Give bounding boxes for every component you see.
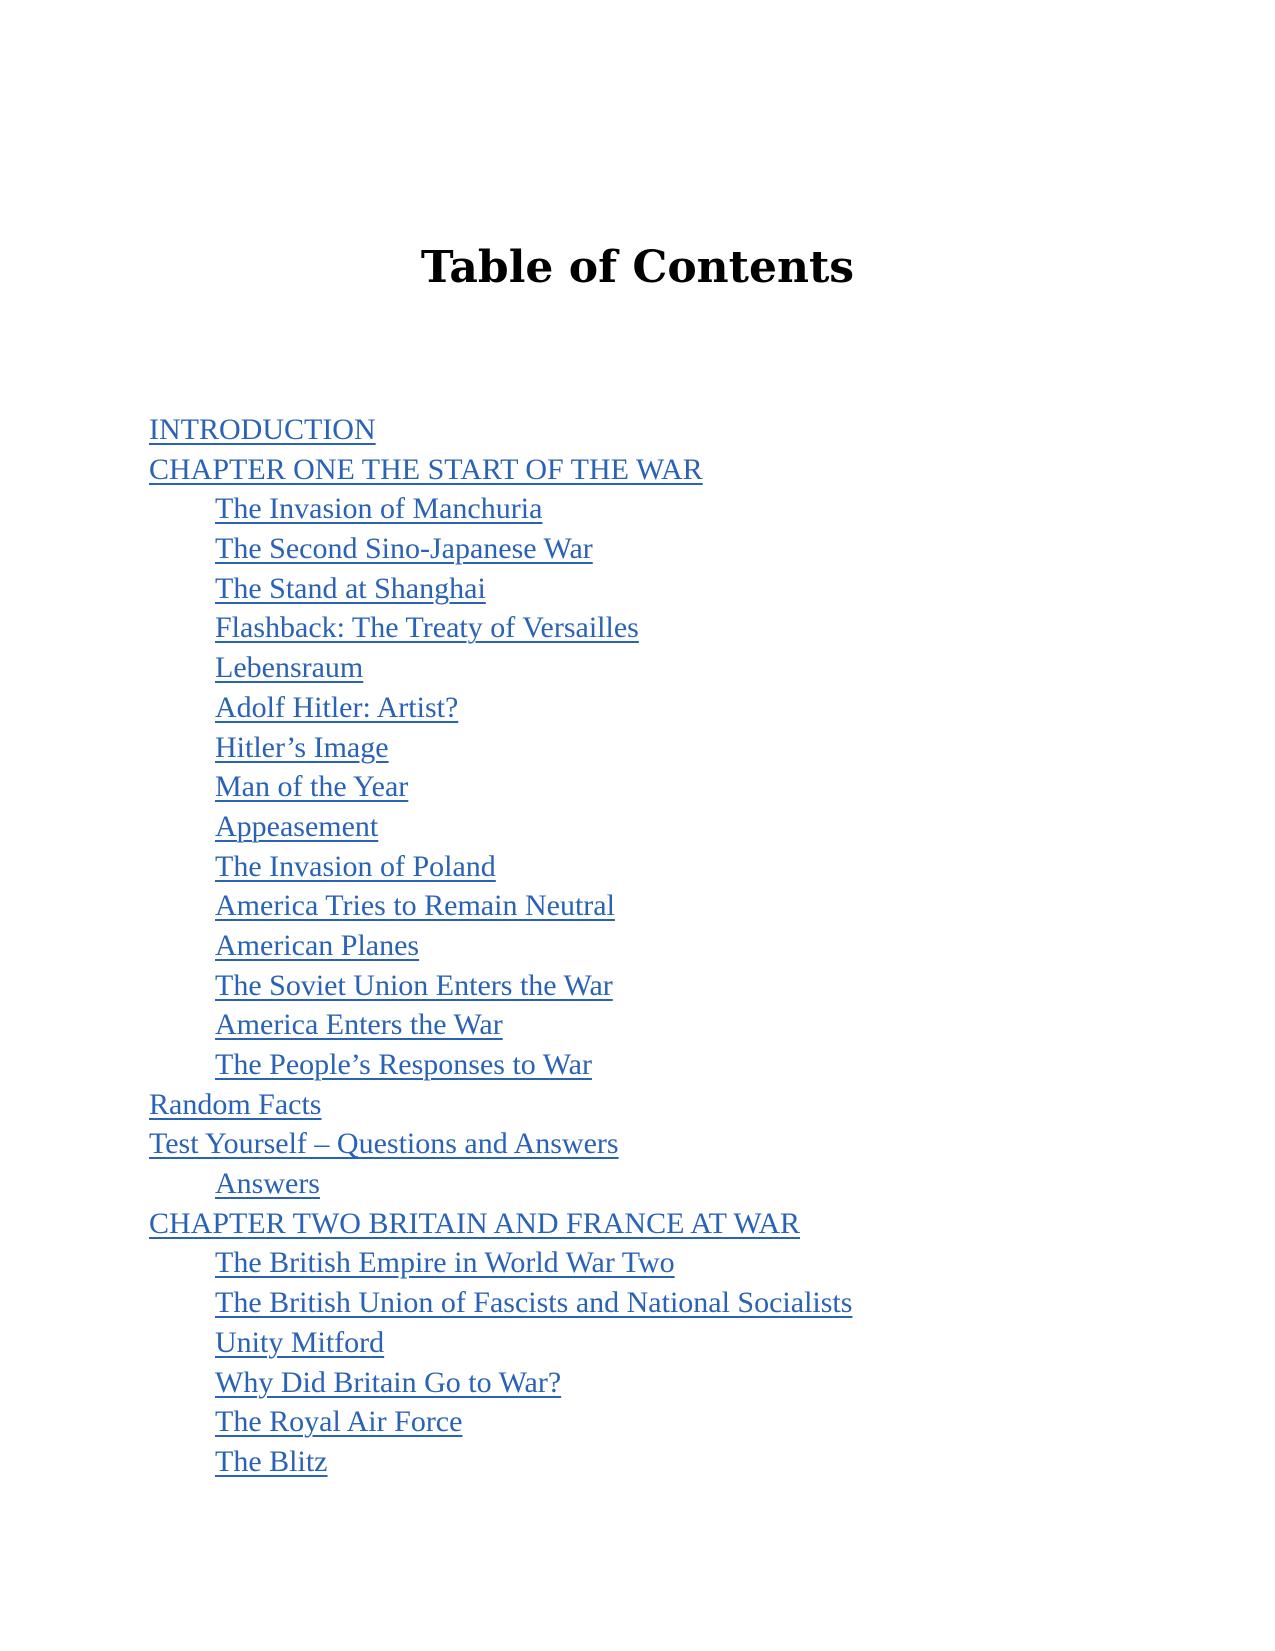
toc-entry: [149, 1283, 852, 1323]
toc-entry: [149, 688, 852, 728]
toc-subsection-link[interactable]: The Blitz: [215, 1444, 328, 1478]
toc-subsection-link[interactable]: Why Did Britain Go to War?: [215, 1365, 562, 1399]
toc-subsection-link[interactable]: Unity Mitford: [215, 1325, 385, 1359]
toc-subsection-link[interactable]: Appeasement: [215, 809, 379, 843]
toc-entry: [149, 450, 852, 490]
page-title: Table of Contents: [420, 242, 855, 293]
toc-subsection-link[interactable]: The British Empire in World War Two: [215, 1246, 675, 1280]
toc-subsection-link[interactable]: Hitler’s Image: [215, 730, 389, 764]
toc-entry: [149, 1402, 852, 1442]
toc-entry: [149, 489, 852, 529]
toc-entry: [149, 926, 852, 966]
toc-entry: [149, 529, 852, 569]
toc-entry: [149, 1045, 852, 1085]
toc-subsection-link[interactable]: Lebensraum: [215, 651, 364, 685]
toc-subsection-link[interactable]: The Invasion of Manchuria: [215, 492, 543, 526]
toc-subsection-link[interactable]: The People’s Responses to War: [215, 1048, 592, 1081]
toc-subsection-link[interactable]: The Invasion of Poland: [215, 849, 496, 883]
toc-subsection-link[interactable]: The British Union of Fascists and National Socialists: [215, 1286, 853, 1320]
toc-entry: [149, 1005, 852, 1045]
toc-subsection-link[interactable]: Man of the Year: [215, 770, 409, 804]
toc-entry: [149, 1243, 852, 1283]
toc-subsection-link[interactable]: Answers: [215, 1167, 320, 1201]
toc-entry: [149, 410, 852, 450]
toc-subsection-link[interactable]: Flashback: The Treaty of Versailles: [215, 611, 639, 645]
toc-subsection-link[interactable]: The Soviet Union Enters the War: [215, 968, 613, 1002]
toc-subsection-link[interactable]: America Enters the War: [215, 1008, 503, 1042]
toc-entry: [149, 1442, 852, 1482]
toc-section-link[interactable]: Test Yourself – Questions and Answers: [149, 1127, 619, 1161]
toc-entry: [149, 1323, 852, 1363]
toc-subsection-link[interactable]: The Royal Air Force: [215, 1405, 463, 1439]
toc-section-link[interactable]: Random Facts: [149, 1087, 322, 1121]
toc-entry: [149, 847, 852, 887]
toc-subsection-link[interactable]: American Planes: [215, 928, 420, 962]
toc-entry: [149, 608, 852, 648]
toc-entry: [149, 728, 852, 768]
toc-entry: [149, 767, 852, 807]
toc-subsection-link[interactable]: America Tries to Remain Neutral: [215, 889, 615, 923]
toc-section-link[interactable]: INTRODUCTION: [149, 413, 376, 446]
toc-entry: [149, 648, 852, 688]
toc-entry: [149, 569, 852, 609]
toc-entry: [149, 1085, 852, 1125]
toc-entry: [149, 966, 852, 1006]
toc-subsection-link[interactable]: The Stand at Shanghai: [215, 571, 486, 605]
toc-entry: [149, 1363, 852, 1403]
toc-entry: [149, 1124, 852, 1164]
toc-subsection-link[interactable]: The Second Sino-Japanese War: [215, 532, 593, 566]
toc-section-link[interactable]: CHAPTER ONE THE START OF THE WAR: [149, 452, 703, 486]
table-of-contents: [149, 410, 852, 1482]
toc-entry: [149, 1204, 852, 1244]
toc-section-link[interactable]: CHAPTER TWO BRITAIN AND FRANCE AT WAR: [149, 1206, 800, 1240]
toc-entry: [149, 886, 852, 926]
toc-entry: [149, 807, 852, 847]
toc-entry: [149, 1164, 852, 1204]
toc-subsection-link[interactable]: Adolf Hitler: Artist?: [215, 690, 459, 724]
